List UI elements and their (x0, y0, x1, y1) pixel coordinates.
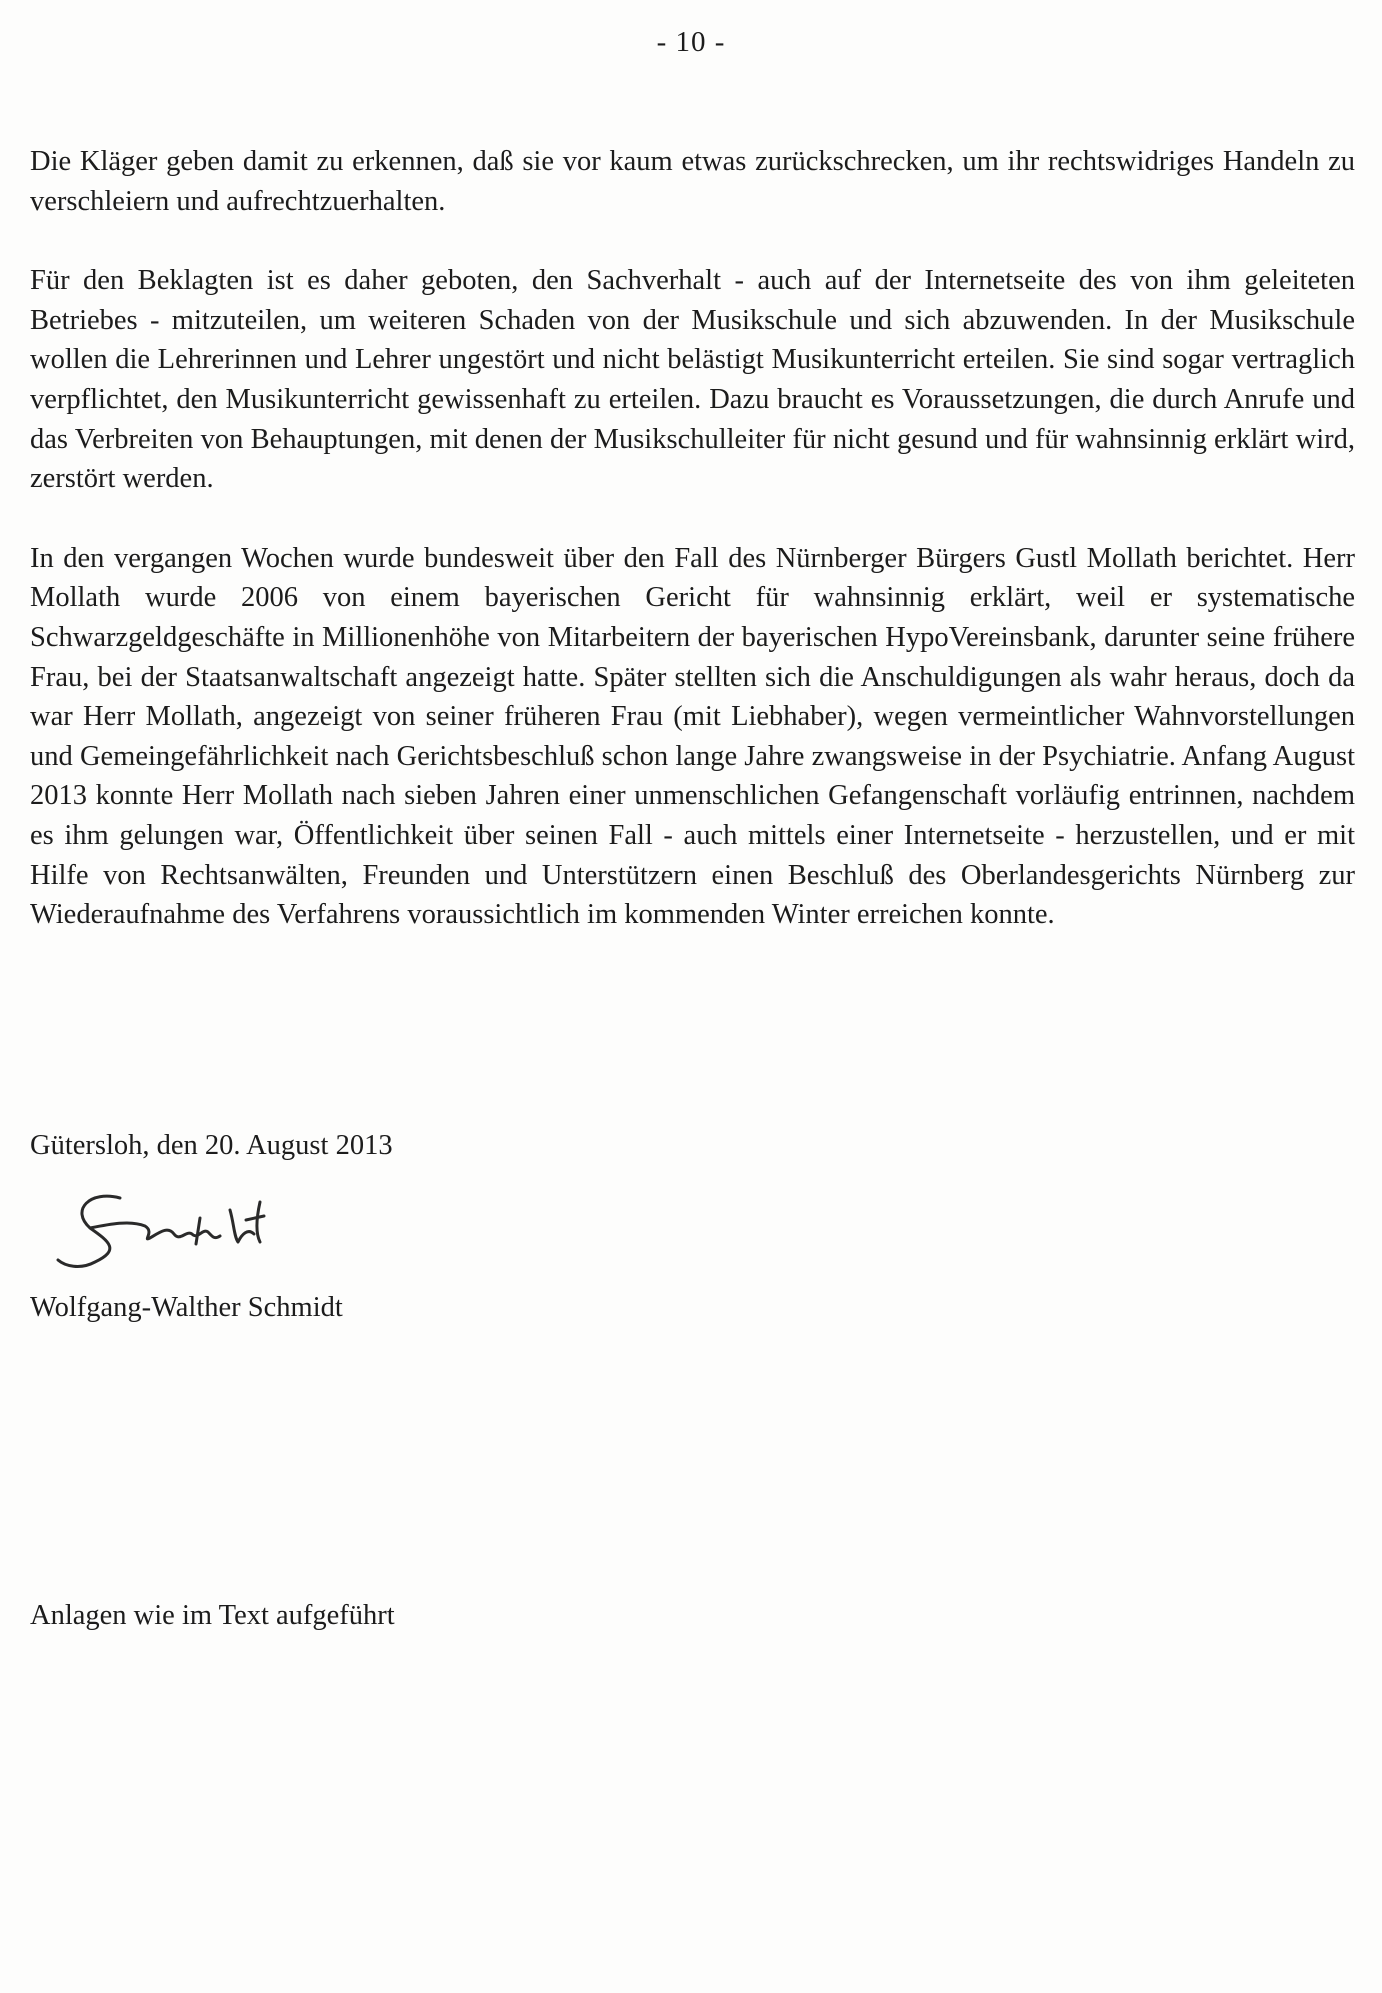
paragraph: In den vergangen Wochen wurde bundesweit über den Fall des Nürnberger Bürgers Gustl Mollath berichtet. Herr Mollath wurde 2006 von einem bayerischen Gericht für wahnsinnig erklärt, weil er systematische Schwarzgeldgeschäfte in Millionenhöhe von Mitarbeitern der bayerischen HypoVereinsbank, darunter seine frühere Frau, bei der Staatsanwaltschaft angezeigt hatte. Später stellten sich die Anschuldigungen als wahr heraus, doch da war Herr Mollath, angezeigt von seiner früheren Frau (mit Liebhaber), wegen vermeintlicher Wahnvorstellungen und Gemeingefährlichkeit nach Gerichtsbeschluß schon lange Jahre zwangsweise in der Psychiatrie. Anfang August 2013 konnte Herr Mollath nach sieben Jahren einer unmenschlichen Gefangenschaft vorläufig entrinnen, nachdem es ihm gelungen war, Öffentlichkeit über seinen Fall - auch mittels einer Internetseite - herzustellen, und er mit Hilfe von Rechtsanwälten, Freunden und Unterstützern einen Beschluß des Oberlandesgerichts Nürnberg zur Wiederaufnahme des Verfahrens voraussichtlich im kommenden Winter erreichen konnte. (30, 542, 1355, 931)
place-date: Gütersloh, den 20. August 2013 (30, 1130, 393, 1161)
page-number: - 10 - (656, 26, 726, 58)
paragraph: Die Kläger geben damit zu erkennen, daß sie vor kaum etwas zurückschrecken, um ihr rechtswidriges Handeln zu verschleiern und aufrechtzuerhalten. (30, 146, 1355, 217)
signer-name: Wolfgang-Walther Schmidt (30, 1292, 343, 1323)
letter-body (30, 142, 1355, 975)
paragraph: Für den Beklagten ist es daher geboten, den Sachverhalt - auch auf der Internetseite des von ihm geleiteten Betriebes - mitzuteilen, um weiteren Schaden von der Musikschule und sich abzuwenden. In der Musikschule wollen die Lehrerinnen und Lehrer ungestört und nicht belästigt Musikunterricht erteilen. Sie sind sogar vertraglich verpflichtet, den Musikunterricht gewissenhaft zu erteilen. Dazu braucht es Voraussetzungen, die durch Anrufe und das Verbreiten von Behauptungen, mit denen der Musikschulleiter für nicht gesund und für wahnsinnig erklärt wird, zerstört werden. (30, 265, 1355, 495)
signature-stroke (58, 1196, 264, 1266)
handwritten-signature (50, 1180, 330, 1280)
attachments-note: Anlagen wie im Text aufgeführt (30, 1600, 395, 1631)
